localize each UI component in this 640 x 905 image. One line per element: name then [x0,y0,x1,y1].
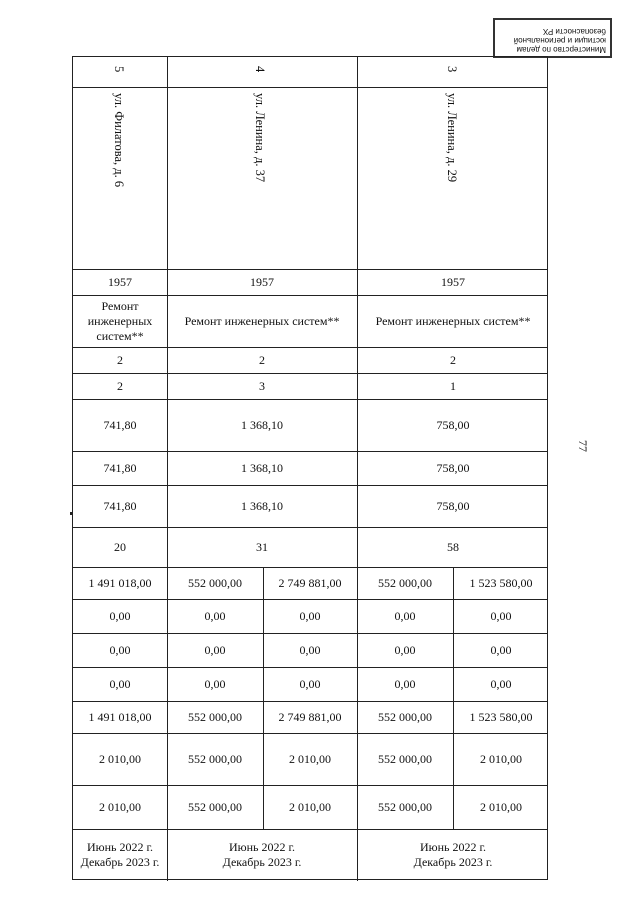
cell-area: 1 368,10 [241,460,283,475]
cell-dates: Июнь 2022 г. Декабрь 2023 г. [413,840,493,869]
header-number-3: 3 [445,66,459,73]
cell-value: 2 [450,352,456,367]
header-number-4: 4 [253,66,267,73]
header-number-5: 5 [112,66,126,73]
data-table [72,56,548,880]
registration-stamp [493,18,612,58]
cell-cost: 1 491 018,00 [88,575,152,590]
cell-unit-cost: 2 010,00 [289,751,331,766]
stamp-line-2: юстиции и региональной [513,36,606,45]
cell-cost: 552 000,00 [188,575,242,590]
cell-zero: 0,00 [394,608,416,623]
cell-work-type: Ремонт инженерных систем** [184,313,340,328]
cell-zero: 0,00 [109,676,131,691]
cell-value: 1 [450,378,456,393]
cell-area: 758,00 [436,498,470,513]
cell-year: 1957 [108,274,132,289]
cell-cost: 552 000,00 [378,709,432,724]
header-address-5: ул. Филатова, д. 6 [112,93,126,188]
cell-dates: Июнь 2022 г. Декабрь 2023 г. [80,840,160,869]
cell-work-type: Ремонт инженерных систем** [87,298,153,343]
cell-year: 1957 [250,274,274,289]
cell-zero: 0,00 [204,642,226,657]
cell-dates: Июнь 2022 г. Декабрь 2023 г. [222,840,302,869]
cell-zero: 0,00 [299,608,321,623]
cell-zero: 0,00 [204,676,226,691]
cell-value: 3 [259,378,265,393]
header-address-3: ул. Ленина, д. 29 [445,93,459,183]
cell-count: 58 [447,539,459,554]
cell-year: 1957 [441,274,465,289]
cell-zero: 0,00 [109,642,131,657]
cell-unit-cost: 2 010,00 [480,799,522,814]
cell-unit-cost: 552 000,00 [188,799,242,814]
cell-area: 741,80 [103,498,137,513]
cell-zero: 0,00 [109,608,131,623]
cell-unit-cost: 552 000,00 [378,799,432,814]
cell-unit-cost: 2 010,00 [99,799,141,814]
cell-area: 758,00 [436,417,470,432]
cell-cost: 1 523 580,00 [469,575,533,590]
cell-zero: 0,00 [394,676,416,691]
cell-cost: 2 749 881,00 [278,709,342,724]
cell-cost: 2 749 881,00 [278,575,342,590]
cell-value: 2 [117,378,123,393]
header-address-4: ул. Ленина, д. 37 [253,93,267,183]
cell-zero: 0,00 [490,676,512,691]
cell-unit-cost: 2 010,00 [99,751,141,766]
row-divider [73,87,547,88]
cell-zero: 0,00 [204,608,226,623]
cell-area: 758,00 [436,460,470,475]
cell-value: 2 [259,352,265,367]
cell-unit-cost: 552 000,00 [188,751,242,766]
cell-zero: 0,00 [490,642,512,657]
stamp-line-1: Министерство по делам [516,45,606,54]
cell-area: 1 368,10 [241,417,283,432]
cell-cost: 552 000,00 [188,709,242,724]
cell-zero: 0,00 [394,642,416,657]
cell-value: 2 [117,352,123,367]
cell-count: 20 [114,539,126,554]
cell-count: 31 [256,539,268,554]
cell-unit-cost: 2 010,00 [480,751,522,766]
page-number: 77 [576,440,590,452]
cell-zero: 0,00 [299,676,321,691]
cell-area: 1 368,10 [241,498,283,513]
cell-cost: 1 523 580,00 [469,709,533,724]
cell-zero: 0,00 [490,608,512,623]
cell-unit-cost: 552 000,00 [378,751,432,766]
cell-area: 741,80 [103,417,137,432]
cell-zero: 0,00 [299,642,321,657]
cell-area: 741,80 [103,460,137,475]
cell-unit-cost: 2 010,00 [289,799,331,814]
stamp-line-3: безопасности РХ [542,27,606,36]
cell-cost: 552 000,00 [378,575,432,590]
cell-cost: 1 491 018,00 [88,709,152,724]
cell-work-type: Ремонт инженерных систем** [375,313,531,328]
